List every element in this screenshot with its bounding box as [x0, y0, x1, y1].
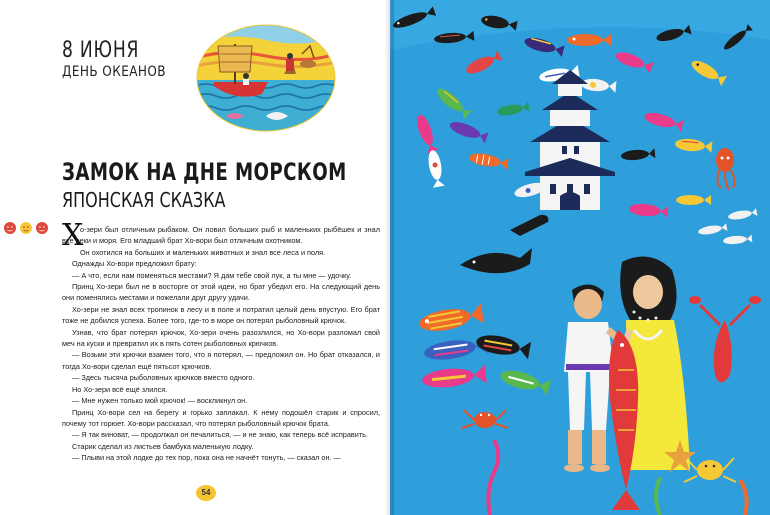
paragraph: Узнав, что брат потерял крючок, Хо-зери очень разозлился, но Хо-вори разломал свой меч на куски и превратил их в пять сотен рыболовных крючков.	[62, 327, 380, 349]
paragraph: — Возьми эти крючки взамен того, что я потерял, — предложил он. Но брат отказался, и тогда Хо-вори сделал ещё пятьсот крючков.	[62, 350, 380, 371]
paragraph: — Плыви на этой лодке до тех пор, пока она не начнёт тонуть, — сказал он. —	[72, 453, 341, 463]
occasion-title: ДЕНЬ ОКЕАНОВ	[62, 64, 166, 80]
sun-face-icon	[4, 222, 16, 234]
paragraph: — А что, если нам поменяться местами? Я дам тебе свой лук, а ты мне — удочку.	[72, 270, 352, 280]
page-number-badge: 54	[196, 485, 216, 501]
paragraph: Он охотился на больших и маленьких животных и знал все леса и поля.	[80, 247, 326, 257]
story-subtitle: ЯПОНСКАЯ СКАЗКА	[62, 188, 226, 212]
story-body	[62, 224, 380, 464]
paragraph: о-зери был отличным рыбаком. Он ловил больших рыб и маленьких рыбёшек и знал все реки и моря. Его младший брат Хо-вори был отличным охотником.	[62, 225, 380, 246]
paragraph: — Я так виноват, — продолжал он печалиться, — и не знаю, как теперь всё исправить.	[72, 430, 369, 440]
paragraph: Однажды Хо-вори предложил брату:	[72, 259, 197, 269]
sun-face-icon	[20, 222, 32, 234]
paragraph: Принц Хо-вори сел на берегу и горько заплакал. К нему подошёл старик и спросил, почему тот горюет. Хо-вори рассказал, что потерял рыболовный крючок брата.	[62, 407, 380, 428]
story-title: ЗАМОК НА ДНЕ МОРСКОМ	[62, 158, 347, 186]
sun-face-icon	[36, 222, 48, 234]
paragraph: Но Хо-зери всё ещё злился.	[72, 384, 168, 394]
underwater-castle-illustration	[390, 0, 770, 515]
paragraph: — Мне нужен только мой крючок! — воскликнул он.	[72, 396, 248, 406]
paragraph: Принц Хо-зери был не в восторге от этой идеи, но брат убедил его. На следующий день они поменялись местами и пожелали друг другу удачи.	[62, 282, 380, 303]
right-page-illustration	[390, 0, 770, 515]
paragraph: — Здесь тысяча рыболовных крючков вместо одного.	[72, 373, 255, 383]
gutter-shadow	[384, 0, 394, 515]
boat-oval-illustration	[196, 24, 336, 132]
date-title: 8 ИЮНЯ	[62, 38, 140, 63]
paragraph: Хо-зери не знал всех тропинок в лесу и в поле и потратил целый день впустую. Его брат тоже не добился успеха. Более того, где-то в море он потерял рыболовный крючок.	[62, 304, 380, 326]
sun-faces-decoration	[2, 220, 52, 236]
drop-cap: Х	[62, 218, 84, 253]
paragraph: Старик сделал из листьев бамбука маленькую лодку.	[72, 441, 254, 451]
